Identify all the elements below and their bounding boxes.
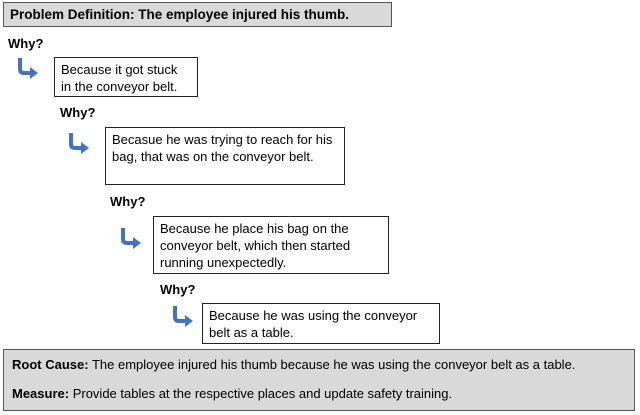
answer-box-2	[105, 127, 345, 185]
measure-text: Provide tables at the respective places and update safety training.	[72, 386, 453, 401]
answer-text-4: Because he was using the conveyor belt as a table.	[209, 308, 418, 340]
problem-text: The employee injured his thumb.	[138, 7, 350, 22]
answer-text-2: Becasue he was trying to reach for his bag, that was on the conveyor belt.	[112, 132, 333, 164]
answer-box-3	[153, 216, 389, 274]
answer-text-3: Because he place his bag on the conveyor belt, which then started running unexpectedly.	[160, 221, 351, 270]
curved-down-right-arrow-icon	[117, 225, 143, 251]
answer-text-1: Because it got stuck in the conveyor belt.	[61, 62, 178, 94]
problem-label: Problem Definition:	[10, 7, 135, 22]
root-cause-text: The employee injured his thumb because he was using the conveyor belt as a table.	[91, 357, 576, 372]
answer-box-1	[54, 57, 198, 97]
root-cause-label: Root Cause:	[12, 357, 89, 372]
curved-down-right-arrow-icon	[169, 303, 195, 329]
measure-label: Measure:	[12, 386, 70, 401]
answer-box-4	[202, 303, 440, 344]
curved-down-right-arrow-icon	[65, 130, 91, 156]
curved-down-right-arrow-icon	[14, 55, 40, 81]
problem-definition	[3, 2, 392, 27]
conclusion-panel	[3, 349, 635, 411]
why-label-4: Why?	[160, 282, 196, 297]
why-label-2: Why?	[60, 105, 96, 120]
why-label-1: Why?	[8, 36, 44, 51]
measure-row	[12, 385, 626, 402]
why-label-3: Why?	[110, 194, 146, 209]
root-cause-row	[12, 356, 626, 373]
